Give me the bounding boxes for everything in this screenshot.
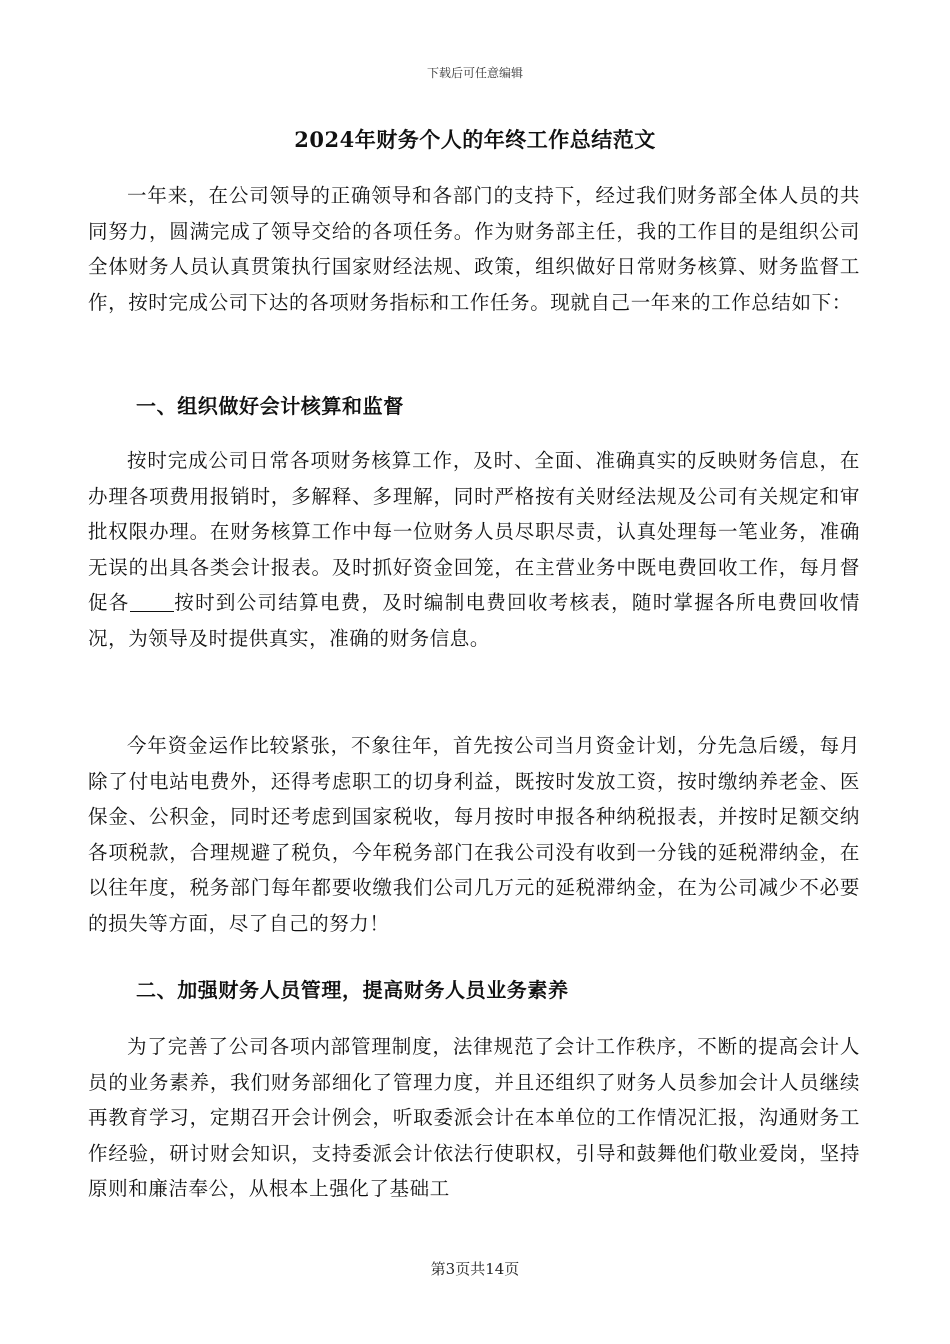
section-1-paragraph-1-part-a: 按时完成公司日常各项财务核算工作，及时、全面、准确真实的反映财务信息，在办理各项费用报销时，多解释、多理解，同时严格按有关财经法规及公司有关规定和审批权限办理。在财务核算工作中每一位财务人员尽职尽责，认真处理每一笔业务，准确无误的出具各类会计报表。及时抓好资金回笼，在主营业务中既电费回收工作，每月督促各 (88, 449, 860, 615)
page-header-note: 下载后可任意编辑 (426, 66, 523, 80)
section-1-paragraph-1-part-b: 按时到公司结算电费，及时编制电费回收考核表，随时掌握各所电费回收情况，为领导及时提供真实，准确的财务信息。 (88, 591, 860, 650)
fill-in-blank (130, 592, 174, 613)
intro-paragraph: 一年来，在公司领导的正确领导和各部门的支持下，经过我们财务部全体人员的共同努力，圆满完成了领导交给的各项任务。作为财务部主任，我的工作目的是组织公司全体财务人员认真贯策执行国家财经法规、政策，组织做好日常财务核算、财务监督工作，按时完成公司下达的各项财务指标和工作任务。现就自己一年来的工作总结如下： (88, 184, 860, 314)
page-number: 第3页共14页 (430, 1260, 520, 1278)
document-title: 2024年财务个人的年终工作总结范文 (294, 127, 656, 152)
section-2-paragraph-1: 为了完善了公司各项内部管理制度，法律规范了会计工作秩序，不断的提高会计人员的业务素养，我们财务部细化了管理力度，并且还组织了财务人员参加会计人员继续再教育学习，定期召开会计例会，听取委派会计在本单位的工作情况汇报，沟通财务工作经验，研讨财会知识，支持委派会计依法行使职权，引导和鼓舞他们敬业爱岗，坚持原则和廉洁奉公，从根本上强化了基础工 (88, 1035, 860, 1201)
section-2-heading: 二、加强财务人员管理，提高财务人员业务素养 (136, 978, 569, 1002)
section-1-paragraph-2: 今年资金运作比较紧张，不象往年，首先按公司当月资金计划，分先急后缓，每月除了付电站电费外，还得考虑职工的切身利益，既按时发放工资，按时缴纳养老金、医保金、公积金，同时还考虑到国家税收，每月按时申报各种纳税报表，并按时足额交纳各项税款，合理规避了税负，今年税务部门在我公司没有收到一分钱的延税滞纳金，在以往年度，税务部门每年都要收缴我们公司几万元的延税滞纳金，在为公司减少不必要的损失等方面，尽了自己的努力！ (88, 734, 860, 935)
section-1-paragraph-1 (88, 443, 860, 657)
section-1-heading: 一、组织做好会计核算和监督 (136, 394, 404, 418)
